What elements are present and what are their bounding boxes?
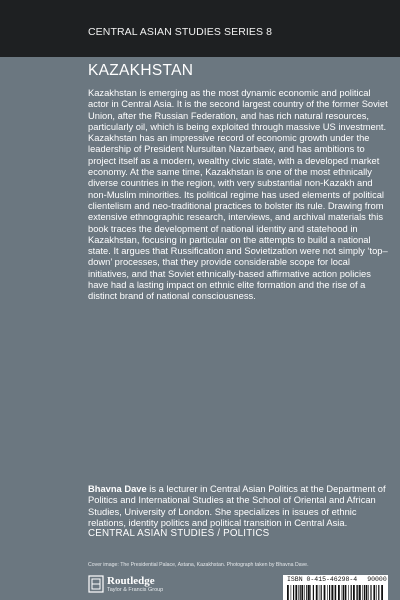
cover-image-credit: Cover image: The Presidential Palace, Astana, Kazakhstan. Photograph taken by Bhavna Dave. bbox=[88, 562, 309, 568]
author-name: Bhavna Dave bbox=[88, 484, 147, 494]
book-title: KAZAKHSTAN bbox=[88, 62, 194, 79]
series-title: CENTRAL ASIAN STUDIES SERIES 8 bbox=[88, 26, 273, 38]
isbn-number: ISBN 0-415-46298-4 bbox=[287, 576, 358, 583]
series-banner bbox=[0, 0, 400, 57]
barcode-icon bbox=[287, 585, 384, 600]
author-bio bbox=[88, 484, 388, 529]
isbn-label bbox=[287, 576, 387, 583]
publisher-group: Taylor & Francis Group bbox=[107, 587, 164, 593]
book-description: Kazakhstan is emerging as the most dynamic economic and political actor in Central Asia. It is the second largest country of the former Soviet Union, after the Russian Federation, and has rich natural resources, particularly oil, which is being exploited through massive US investment. Kazakhstan has an impressive record of economic growth under the leadership of President Nursultan Nazarbaev, and has ambitions to project itself as a modern, wealthy civic state, with a developed market economy. At the same time, Kazakhstan is one of the most ethnically diverse countries in the region, with very substantial non-Kazakh and non-Muslim minorities. Its political regime has used elements of political clientelism and neo-traditional practices to bolster its rule. Drawing from extensive ethnographic research, interviews, and archival materials this book traces the development of national identity and statehood in Kazakhstan, focusing in particular on the attempts to build a national state. It argues that Russification and Sovietization were not simply ‘top–down’ processes, that they provide considerable scope for local initiatives, and that Soviet ethnically-based affirmative action policies have had a lasting impact on ethnic elite formation and the rise of a distinct brand of national consciousness. bbox=[88, 88, 388, 302]
publisher-block bbox=[88, 575, 228, 600]
isbn-barcode bbox=[283, 575, 388, 600]
routledge-logo-icon bbox=[88, 575, 104, 593]
subject-category: CENTRAL ASIAN STUDIES / POLITICS bbox=[88, 528, 270, 539]
author-bio-text: is a lecturer in Central Asian Politics at the Department of Politics and International Studies at the School of Oriental and African Studies, University of London. She specializes in issues of ethnic relations, identity politics and political transition in Central Asia. bbox=[88, 484, 386, 528]
publisher-name: Routledge bbox=[107, 575, 155, 587]
price-code: 90000 bbox=[367, 576, 387, 583]
